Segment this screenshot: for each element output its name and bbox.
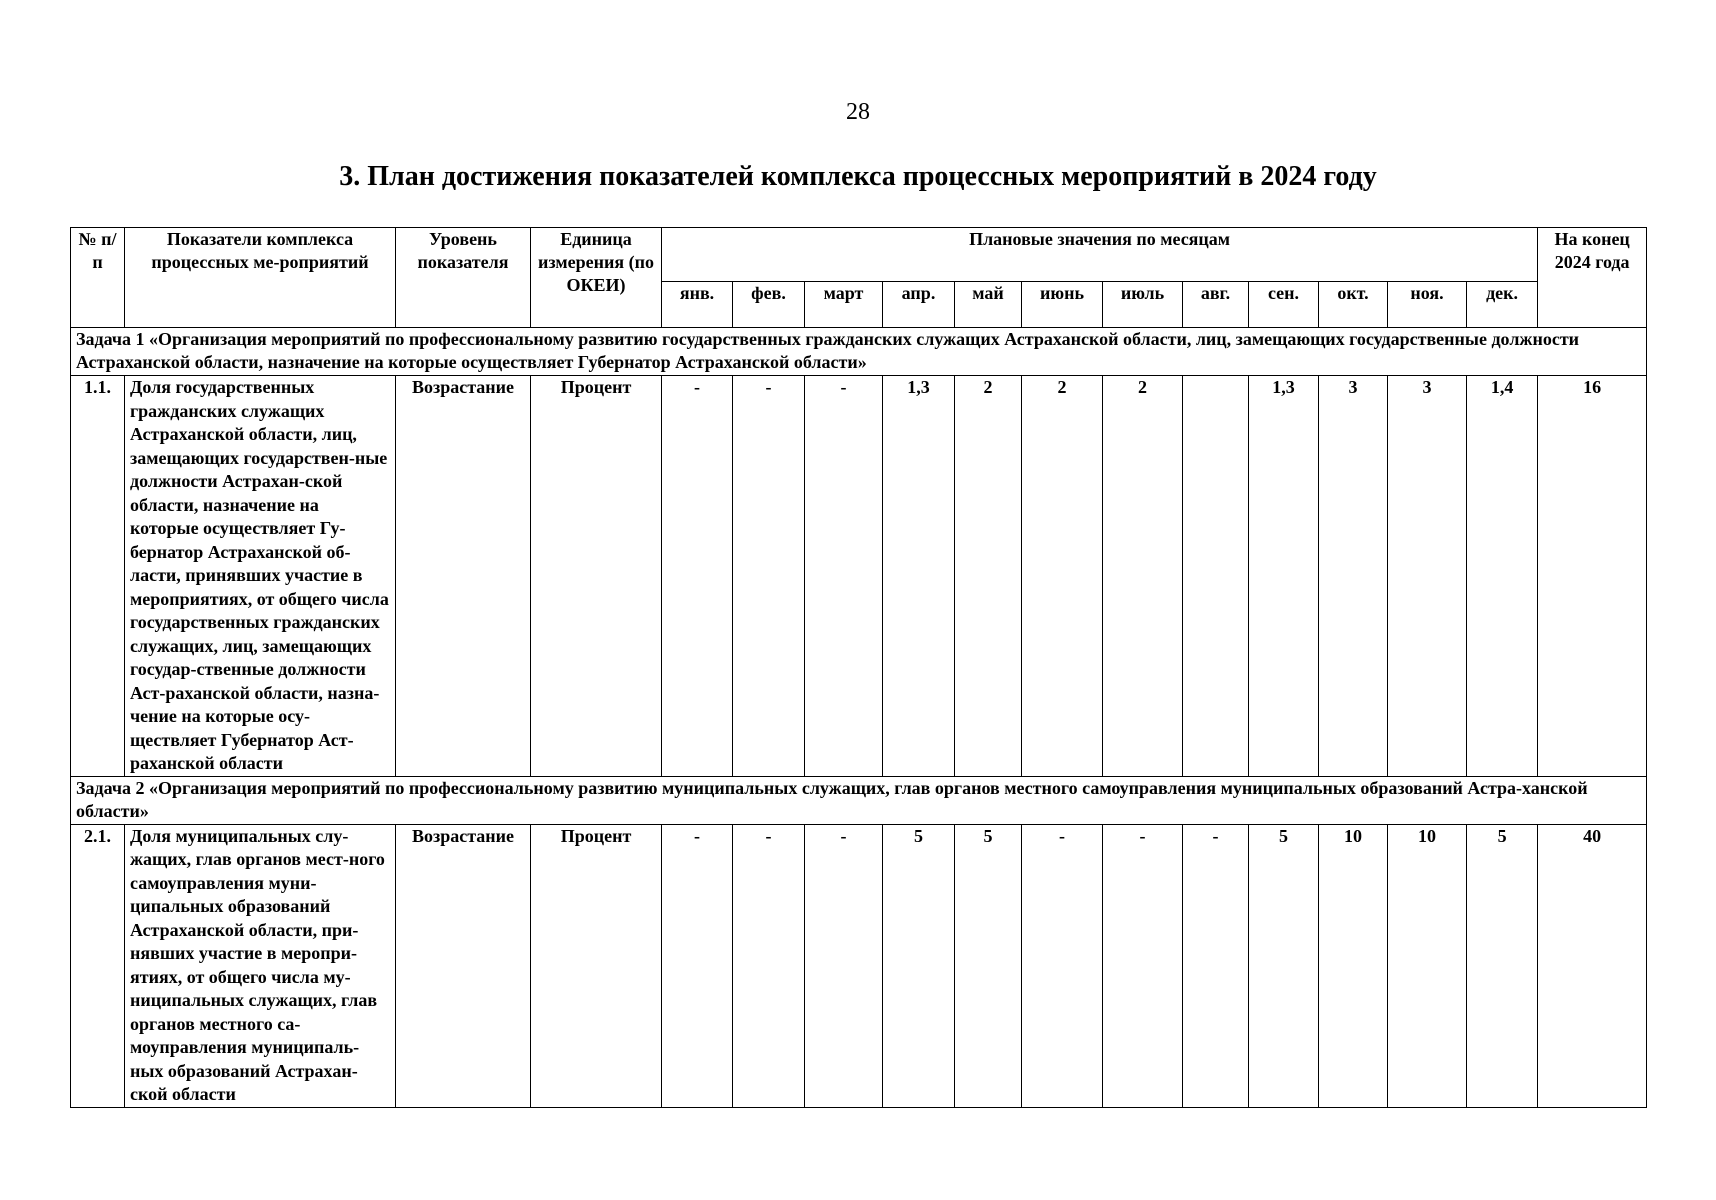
header-monthly-group: Плановые значения по месяцам [662, 228, 1538, 282]
table-row [71, 824, 1647, 1107]
table-row [71, 376, 1647, 777]
row-month-value: - [805, 376, 883, 777]
row-month-value: 2 [955, 376, 1022, 777]
row-month-value: - [733, 376, 805, 777]
row-year-end: 16 [1538, 376, 1647, 777]
header-month: янв. [662, 282, 733, 328]
row-indicator: Доля муниципальных слу-жащих, глав органов мест-ного самоуправления муни-ципальных образований Астраханской области, при-нявших участие в меропри-ятиях, от общего числа му-ниципальных служащих, глав органов местного са-моуправления муниципаль-ных образований Астрахан-ской области [125, 824, 396, 1107]
row-month-value: - [662, 824, 733, 1107]
row-month-value: - [1022, 824, 1103, 1107]
row-month-value: - [1183, 824, 1249, 1107]
header-level: Уровень показателя [396, 228, 531, 328]
row-month-value: 3 [1388, 376, 1467, 777]
task-2-title: Задача 2 «Организация мероприятий по профессиональному развитию муниципальных служащих, глав органов местного самоуправления муниципальных образований Астра-ханской области» [71, 776, 1647, 824]
row-month-value: - [1103, 824, 1183, 1107]
header-month: май [955, 282, 1022, 328]
header-year-end: На конец 2024 года [1538, 228, 1647, 328]
row-month-value: 1,4 [1467, 376, 1538, 777]
header-indicator: Показатели комплекса процессных ме-роприятий [125, 228, 396, 328]
plan-table [70, 227, 1647, 1108]
header-month: июль [1103, 282, 1183, 328]
row-month-value: 5 [883, 824, 955, 1107]
header-month: фев. [733, 282, 805, 328]
row-month-value: 3 [1319, 376, 1388, 777]
row-num: 1.1. [71, 376, 125, 777]
header-month: апр. [883, 282, 955, 328]
row-month-value: 2 [1022, 376, 1103, 777]
row-year-end: 40 [1538, 824, 1647, 1107]
row-month-value: 1,3 [883, 376, 955, 777]
header-num: № п/п [71, 228, 125, 328]
row-level: Возрастание [396, 376, 531, 777]
row-month-value: - [662, 376, 733, 777]
page-number: 28 [846, 99, 870, 125]
row-month-value: 10 [1388, 824, 1467, 1107]
header-month: сен. [1249, 282, 1319, 328]
row-unit: Процент [531, 824, 662, 1107]
row-month-value: - [733, 824, 805, 1107]
header-month: авг. [1183, 282, 1249, 328]
row-month-value [1183, 376, 1249, 777]
row-month-value: 5 [1249, 824, 1319, 1107]
row-month-value: 1,3 [1249, 376, 1319, 777]
row-num: 2.1. [71, 824, 125, 1107]
row-indicator: Доля государственных гражданских служащих Астраханской области, лиц, замещающих государствен-ные должности Астрахан-ской области, назначение на которые осуществляет Гу-бернатор Астраханской об-ласти, принявших участие в мероприятиях, от общего числа государственных гражданских служащих, лиц, замещающих государ-ственные должности Аст-раханской области, назна-чение на которые осу-ществляет Губернатор Аст-раханской области [125, 376, 396, 777]
row-month-value: 10 [1319, 824, 1388, 1107]
row-level: Возрастание [396, 824, 531, 1107]
page-title: 3. План достижения показателей комплекса процессных мероприятий в 2024 году [339, 161, 1377, 192]
row-month-value: - [805, 824, 883, 1107]
row-month-value: 2 [1103, 376, 1183, 777]
header-month: ноя. [1388, 282, 1467, 328]
header-month: июнь [1022, 282, 1103, 328]
header-month: окт. [1319, 282, 1388, 328]
header-month: март [805, 282, 883, 328]
task-1-title: Задача 1 «Организация мероприятий по профессиональному развитию государственных гражданских служащих Астраханской области, лиц, замещающих государственные должности Астраханской области, назначение на которые осуществляет Губернатор Астраханской области» [71, 328, 1647, 376]
header-unit: Единица измерения (по ОКЕИ) [531, 228, 662, 328]
row-month-value: 5 [1467, 824, 1538, 1107]
row-unit: Процент [531, 376, 662, 777]
row-month-value: 5 [955, 824, 1022, 1107]
header-month: дек. [1467, 282, 1538, 328]
